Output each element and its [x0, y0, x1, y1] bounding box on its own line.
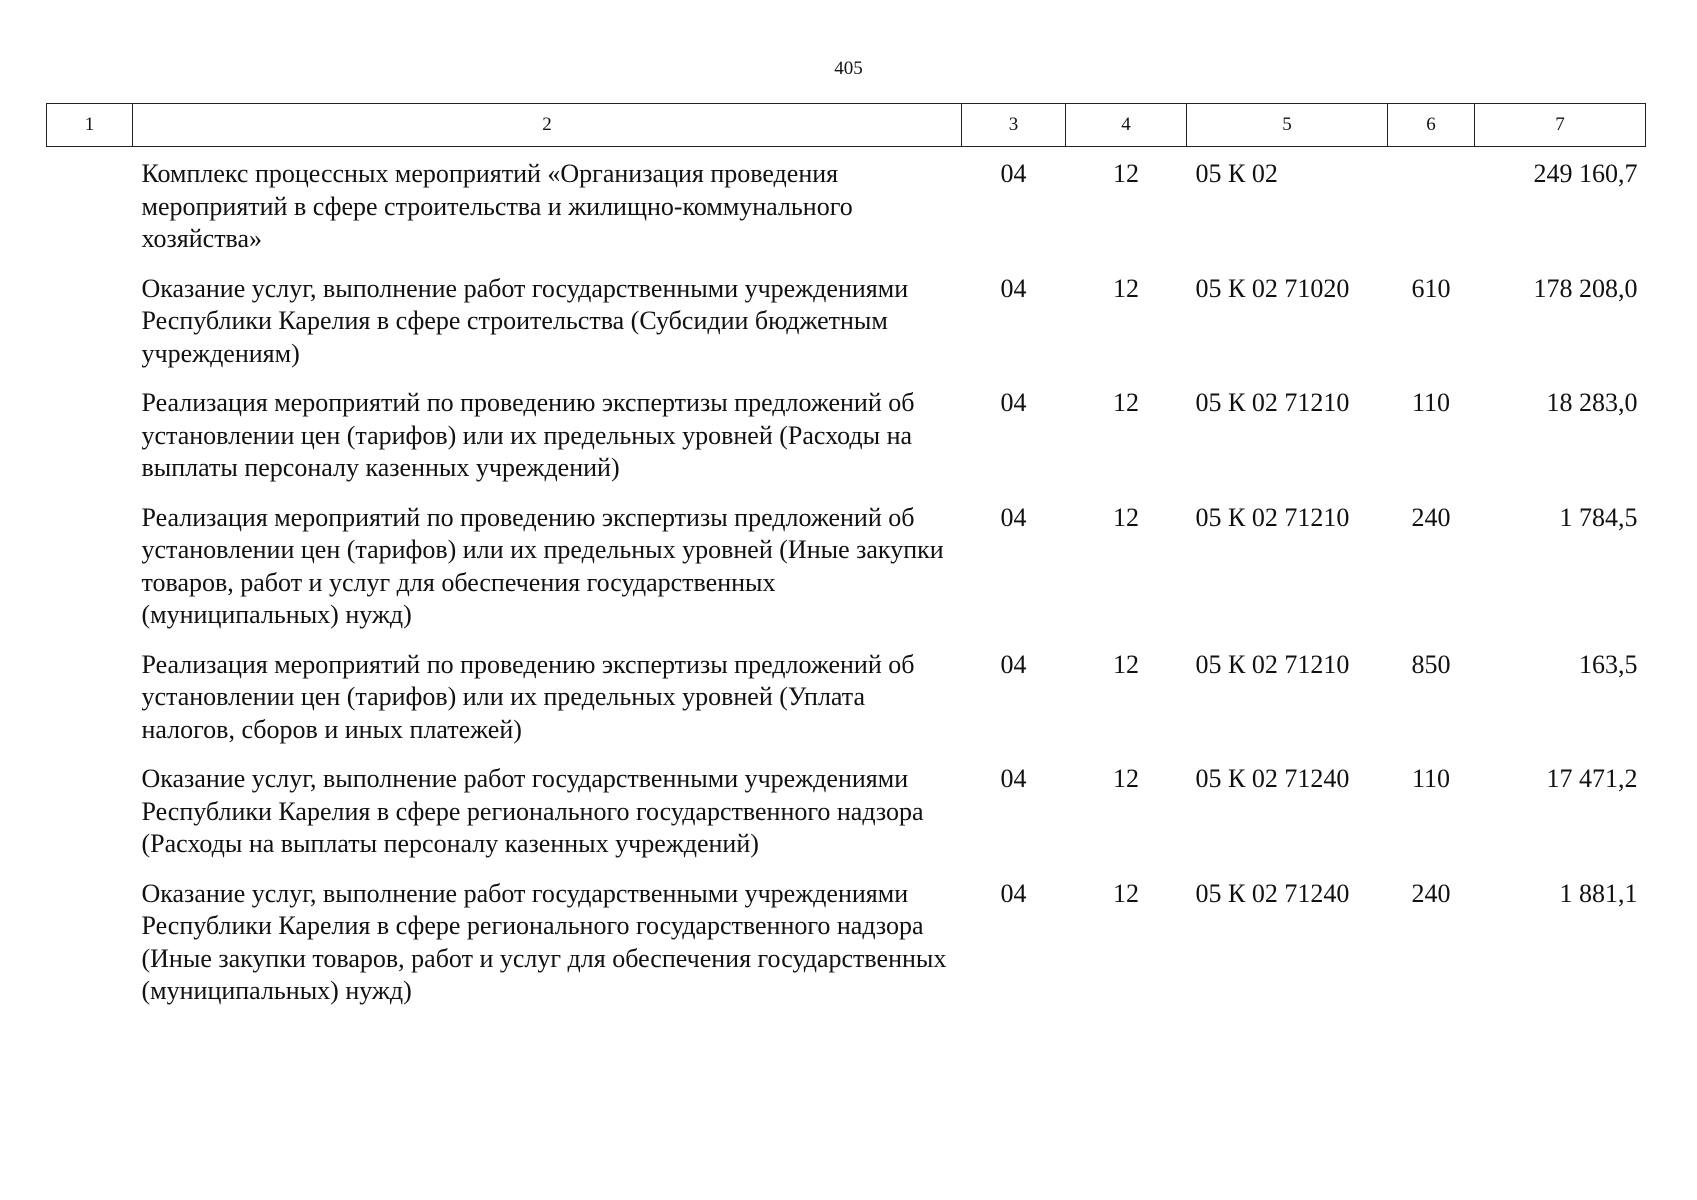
- header-cell-6: 6: [1388, 104, 1475, 147]
- section-cell: 04: [1000, 159, 1027, 188]
- expense-type-cell: 240: [1411, 502, 1451, 532]
- description-cell: Комплекс процессных мероприятий «Организация проведения мероприятий в сфере строительства и жилищно-коммунального хозяйства»: [141, 159, 853, 253]
- expense-type-cell: 110: [1411, 388, 1451, 417]
- subsection-cell: 12: [1113, 273, 1139, 303]
- row-number-cell: [47, 387, 133, 502]
- expense-type-cell: 610: [1411, 273, 1451, 303]
- amount-cell: 1 881,1: [1559, 878, 1638, 908]
- section-cell: 04: [1000, 878, 1027, 908]
- table-row: [47, 502, 1646, 649]
- subsection-cell: 12: [1113, 388, 1139, 417]
- description-cell: Оказание услуг, выполнение работ государственными учреждениями Республики Карелия в сфере регионального государственного надзора (Иные закупки товаров, работ и услуг для обеспечения государственных (муниципальных) нужд): [141, 878, 947, 1005]
- target-article-cell: 05 К 02 71210: [1195, 502, 1350, 532]
- description-cell: Реализация мероприятий по проведению экспертизы предложений об установлении цен (тарифов) или их предельных уровней (Уплата налогов, сборов и иных платежей): [141, 649, 915, 744]
- table-row: [47, 878, 1646, 1025]
- expense-type-cell: 240: [1411, 878, 1451, 908]
- target-article-cell: 05 К 02 71240: [1195, 878, 1350, 908]
- section-cell: 04: [1000, 649, 1027, 679]
- header-row: [47, 104, 1646, 147]
- table-row: [47, 763, 1646, 878]
- target-article-cell: 05 К 02: [1195, 159, 1278, 188]
- amount-cell: 18 283,0: [1546, 388, 1638, 417]
- amount-cell: 249 160,7: [1533, 159, 1638, 188]
- budget-table: [46, 103, 1646, 1025]
- expense-type-cell: [1388, 147, 1475, 273]
- section-cell: 04: [1000, 388, 1027, 417]
- amount-cell: 17 471,2: [1546, 764, 1638, 793]
- target-article-cell: 05 К 02 71020: [1195, 273, 1350, 303]
- subsection-cell: 12: [1113, 502, 1139, 532]
- subsection-cell: 12: [1113, 878, 1139, 908]
- table-row: [47, 273, 1646, 388]
- amount-cell: 178 208,0: [1533, 273, 1638, 303]
- subsection-cell: 12: [1113, 159, 1139, 188]
- page-number: 405: [834, 58, 863, 79]
- description-cell: Оказание услуг, выполнение работ государственными учреждениями Республики Карелия в сфере строительства (Субсидии бюджетным учреждениям): [141, 273, 909, 368]
- table-row: [47, 147, 1646, 273]
- amount-cell: 1 784,5: [1559, 502, 1638, 532]
- row-number-cell: [47, 147, 133, 273]
- header-cell-5: 5: [1187, 104, 1388, 147]
- section-cell: 04: [1000, 502, 1027, 532]
- row-number-cell: [47, 273, 133, 388]
- subsection-cell: 12: [1113, 649, 1139, 679]
- amount-cell: 163,5: [1579, 649, 1638, 679]
- header-cell-7: 7: [1475, 104, 1646, 147]
- header-cell-4: 4: [1066, 104, 1187, 147]
- section-cell: 04: [1000, 764, 1027, 793]
- description-cell: Реализация мероприятий по проведению экспертизы предложений об установлении цен (тарифов) или их предельных уровней (Иные закупки товаров, работ и услуг для обеспечения государственных (муниципальных) нужд): [141, 502, 944, 629]
- description-cell: Оказание услуг, выполнение работ государственными учреждениями Республики Карелия в сфере регионального государственного надзора (Расходы на выплаты персоналу казенных учреждений): [141, 764, 924, 858]
- header-cell-2: 2: [133, 104, 962, 147]
- row-number-cell: [47, 878, 133, 1025]
- row-number-cell: [47, 649, 133, 764]
- target-article-cell: 05 К 02 71210: [1195, 388, 1350, 417]
- expense-type-cell: 110: [1411, 764, 1451, 793]
- row-number-cell: [47, 502, 133, 649]
- description-cell: Реализация мероприятий по проведению экспертизы предложений об установлении цен (тарифов) или их предельных уровней (Расходы на выплаты персоналу казенных учреждений): [141, 388, 915, 482]
- table-row: [47, 387, 1646, 502]
- header-cell-1: 1: [47, 104, 133, 147]
- section-cell: 04: [1000, 273, 1027, 303]
- expense-type-cell: 850: [1411, 649, 1451, 679]
- target-article-cell: 05 К 02 71240: [1195, 764, 1350, 793]
- table-row: [47, 649, 1646, 764]
- row-number-cell: [47, 763, 133, 878]
- header-cell-3: 3: [962, 104, 1066, 147]
- target-article-cell: 05 К 02 71210: [1195, 649, 1350, 679]
- subsection-cell: 12: [1113, 764, 1139, 793]
